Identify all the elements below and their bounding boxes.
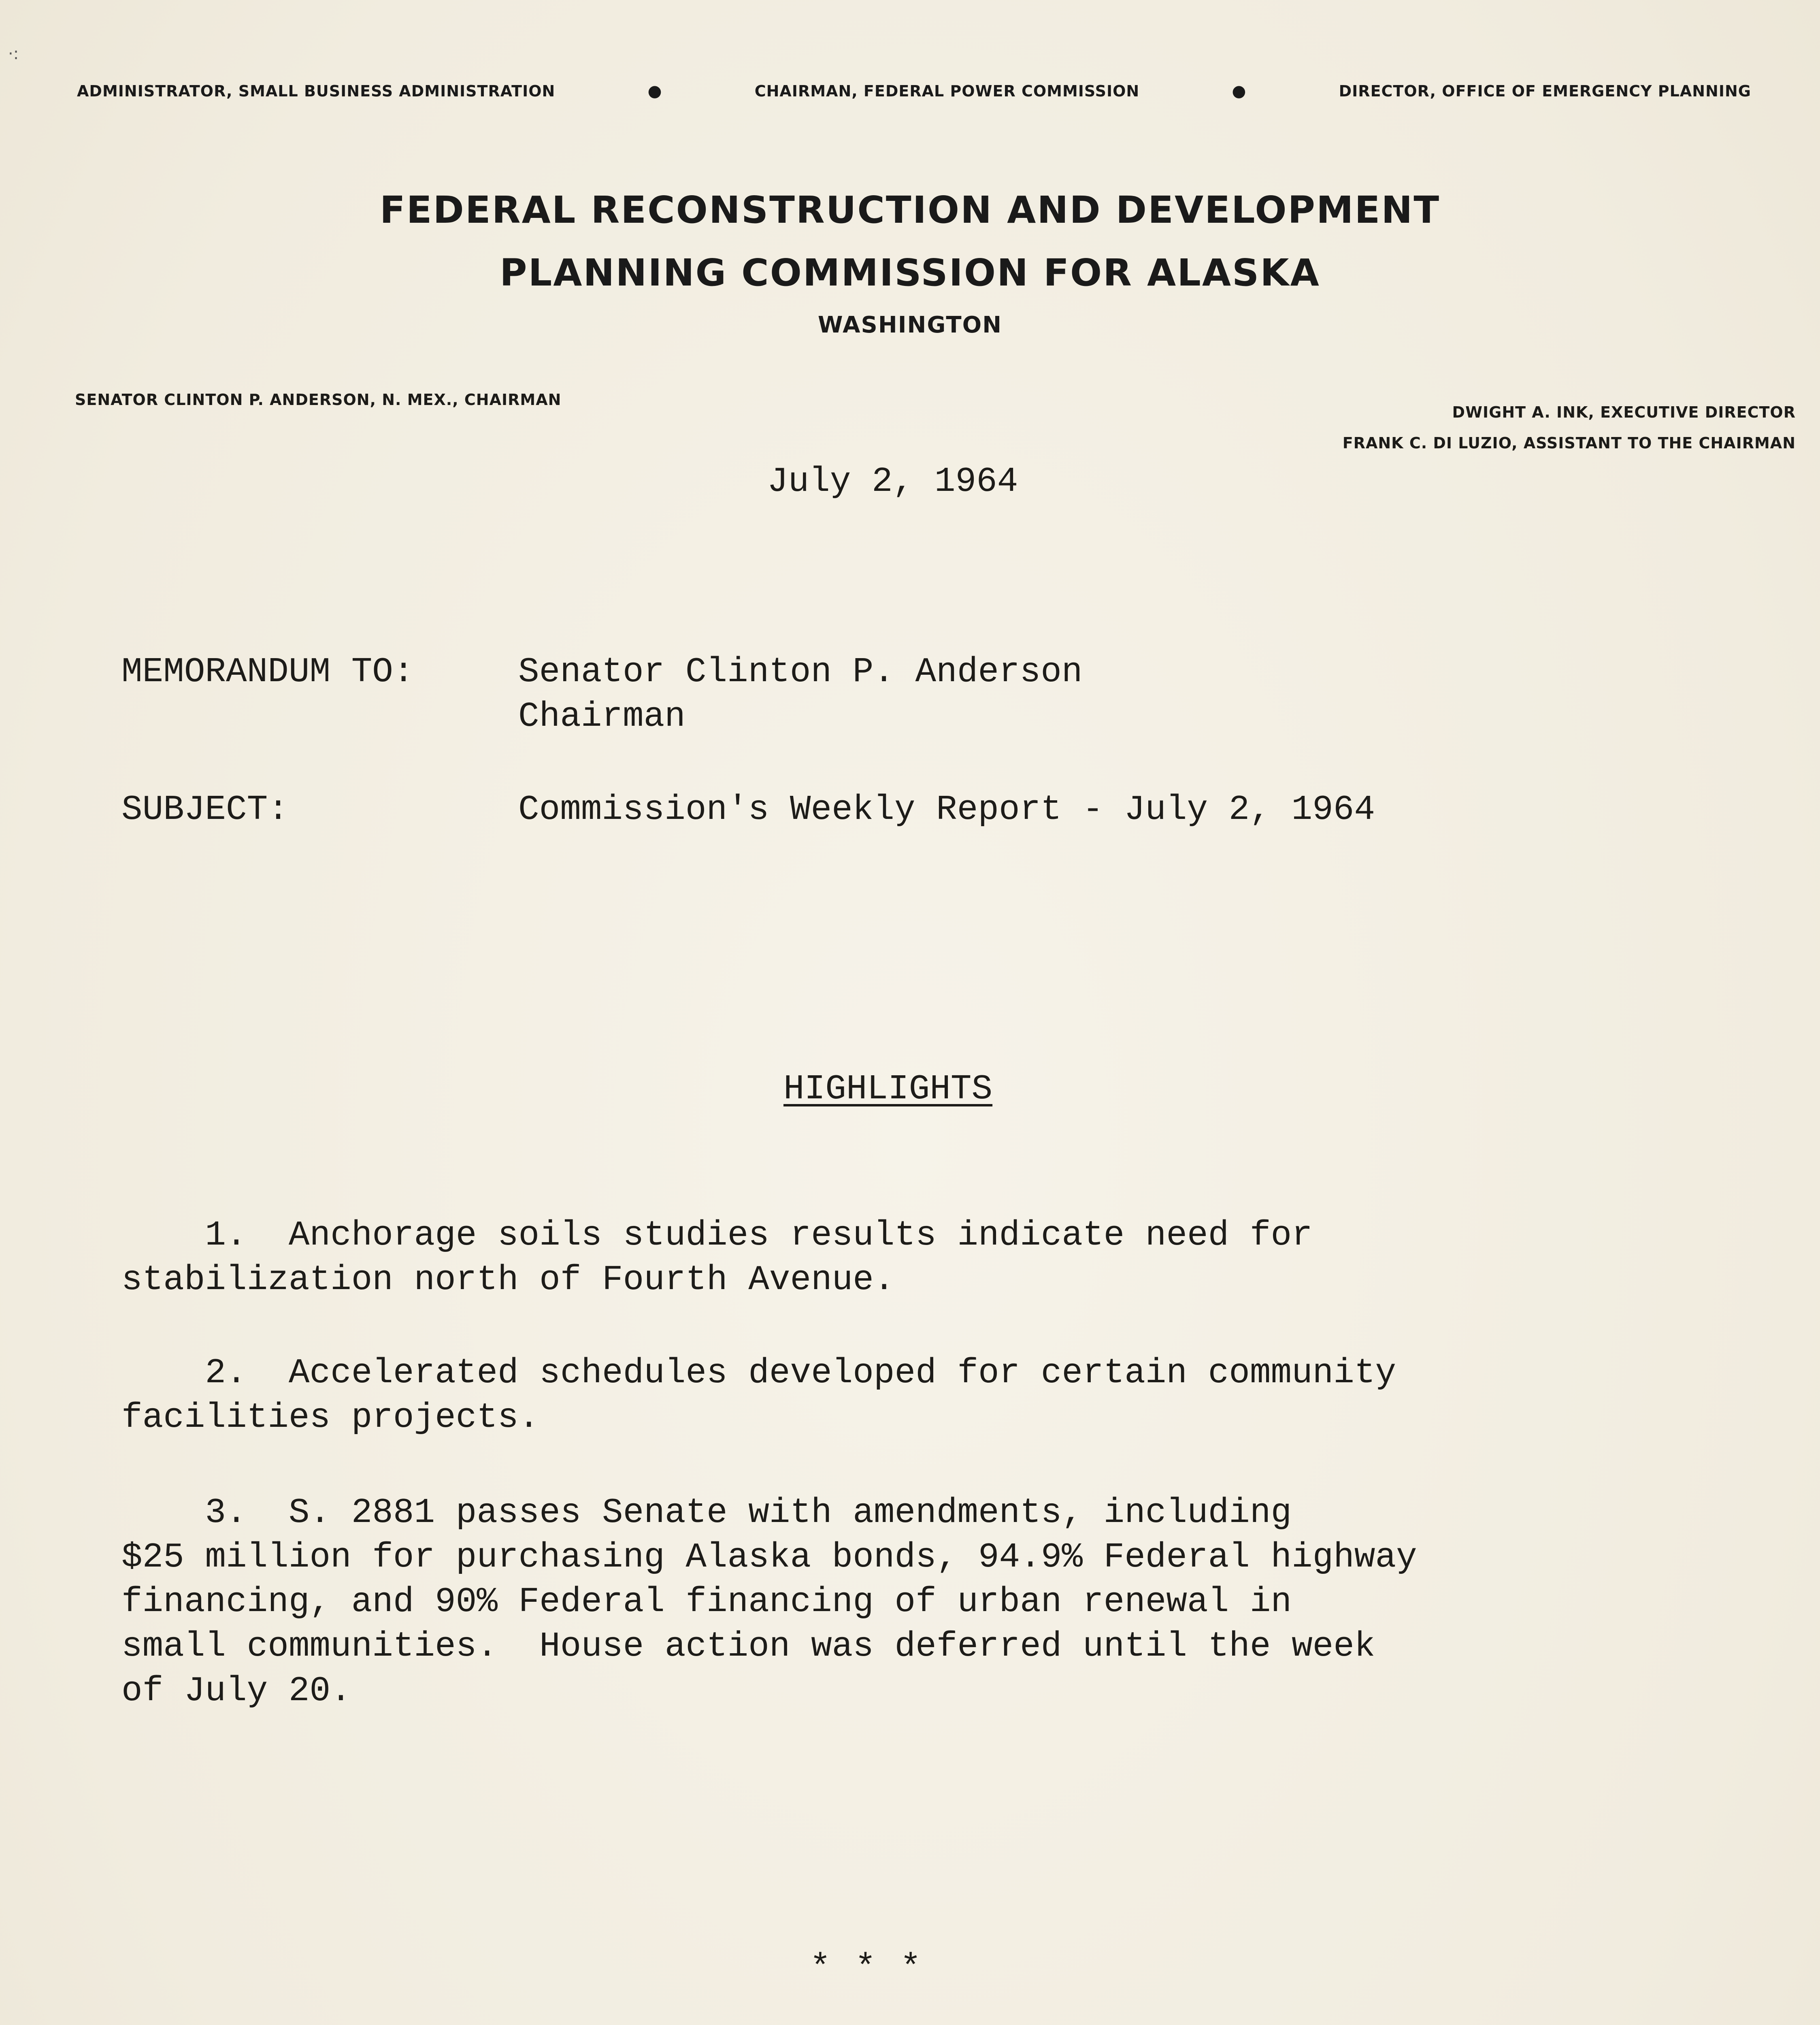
letterhead-fpc: CHAIRMAN, FEDERAL POWER COMMISSION [754, 82, 1140, 100]
highlights-heading: HIGHLIGHTS [783, 1069, 993, 1109]
letterhead-title-line1: FEDERAL RECONSTRUCTION AND DEVELOPMENT [379, 188, 1441, 232]
end-mark: *** [810, 1948, 945, 1988]
letterhead-executive-director: DWIGHT A. INK, EXECUTIVE DIRECTOR [1452, 403, 1796, 421]
letterhead-officials-bar [77, 77, 1751, 105]
highlight-item-3: 3. S. 2881 passes Senate with amendments, including $25 million for purchasing Alaska bonds, 94.9% Federal highway financing, and 90% Federal financing of urban renewal in small communities. House action was deferred until the week of July 20. [121, 1493, 1417, 1711]
letterhead-title-line2: PLANNING COMMISSION FOR ALASKA [500, 251, 1320, 294]
memo-date: July 2, 1964 [767, 462, 1018, 501]
letterhead-assistant: FRANK C. DI LUZIO, ASSISTANT TO THE CHAIRMAN [1342, 434, 1796, 452]
highlight-item-1: 1. Anchorage soils studies results indicate need for stabilization north of Fourth Avenue. [121, 1215, 1313, 1300]
letterhead-city: WASHINGTON [817, 312, 1003, 338]
memo-subject-label: SUBJECT: [121, 790, 289, 829]
letterhead-sba: ADMINISTRATOR, SMALL BUSINESS ADMINISTRATION [77, 82, 556, 100]
letterhead-chairman: SENATOR CLINTON P. ANDERSON, N. MEX., CHAIRMAN [75, 391, 562, 409]
memo-to-label: MEMORANDUM TO: [121, 652, 414, 692]
separator-dot-icon: ● [647, 82, 662, 100]
memo-subject-text: Commission's Weekly Report - July 2, 1964 [518, 790, 1375, 829]
memo-recipient-title: Chairman [518, 697, 685, 736]
scan-mark: ·: [8, 45, 19, 63]
separator-dot-icon: ● [1232, 82, 1247, 100]
letterhead-oep: DIRECTOR, OFFICE OF EMERGENCY PLANNING [1339, 82, 1751, 100]
letterhead-staff [1343, 397, 1796, 458]
highlight-item-2: 2. Accelerated schedules developed for certain community facilities projects. [121, 1353, 1396, 1437]
memo-recipient-name: Senator Clinton P. Anderson [518, 652, 1083, 692]
